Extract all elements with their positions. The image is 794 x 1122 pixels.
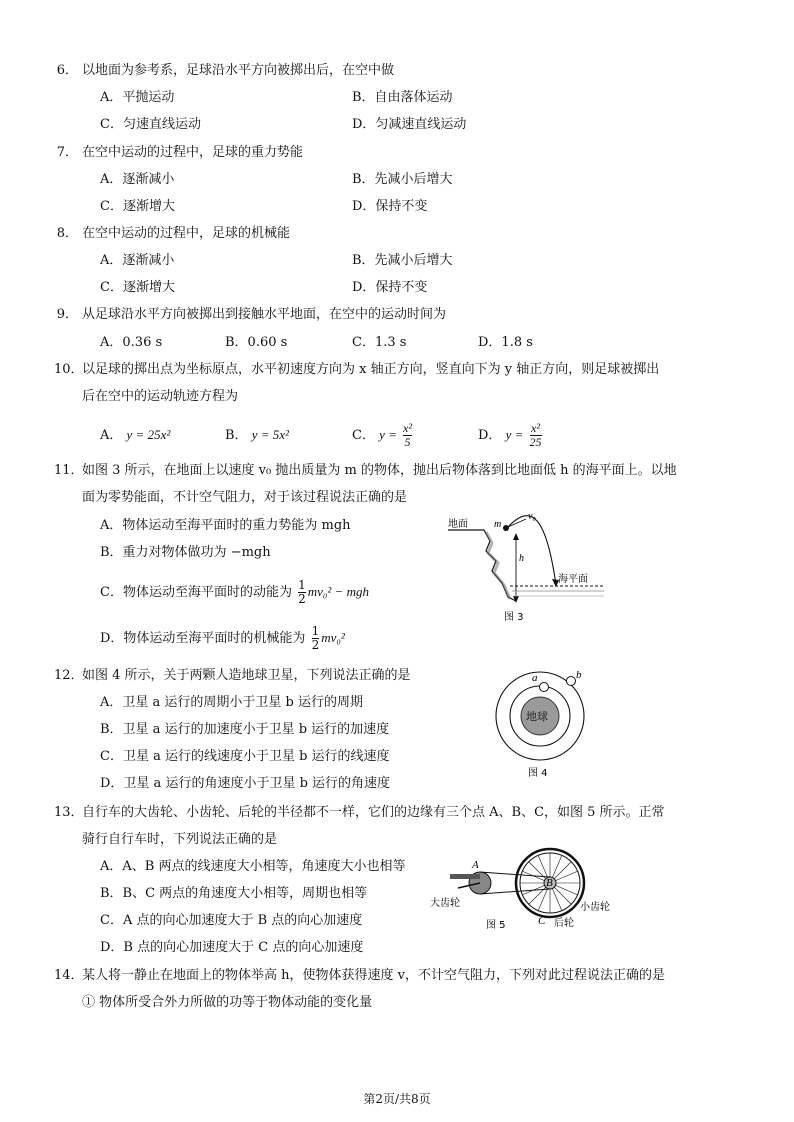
option-c: C．1.3 s <box>352 335 407 350</box>
statement-1: ① 物体所受合外力所做的功等于物体动能的变化量 <box>82 995 373 1010</box>
figure-caption: 图 4 <box>528 768 548 779</box>
option-d: D．1.8 s <box>478 335 533 350</box>
option-c <box>352 417 414 454</box>
formula-tail: mv₀² − mgh <box>307 584 369 599</box>
numerator: 1 <box>311 624 320 638</box>
denominator: 2 <box>311 638 320 652</box>
option-d: D．保持不变 <box>352 280 428 295</box>
option-b: B．卫星 a 运行的加速度小于卫星 b 运行的加速度 <box>100 722 390 737</box>
question-stem-line1: 自行车的大齿轮、小齿轮、后轮的半径都不一样，它们的边缘有三个点 A、B、C，如图 5 所示。正常 <box>82 805 665 820</box>
question-12 <box>54 667 411 685</box>
formula-c-lhs: y = <box>379 427 397 442</box>
option-b: B．重力对物体做功为 −mgh <box>100 545 271 560</box>
satellite-a-label: a <box>532 672 538 684</box>
option-b: B．B、C 两点的角速度大小相等，周期也相等 <box>100 886 368 901</box>
formula-tail: mv₀² <box>321 630 345 645</box>
option-b: B．0.60 s <box>225 335 288 350</box>
option-a: A．逐渐减小 <box>100 253 175 268</box>
option-c: C．匀速直线运动 <box>100 117 201 132</box>
option-b <box>225 426 289 445</box>
option-d: D．保持不变 <box>352 199 428 214</box>
option-d: D．B 点的向心加速度大于 C 点的向心加速度 <box>100 940 364 955</box>
question-number: 8． <box>56 226 78 241</box>
question-13 <box>54 804 665 822</box>
numerator: 1 <box>298 578 306 592</box>
point-b-label: B <box>546 877 553 889</box>
numerator: x² <box>531 421 540 435</box>
point-a-label: A <box>472 859 479 871</box>
question-stem-line1: 以足球的掷出点为坐标原点，水平初速度方向为 x 轴正方向，竖直向下为 y 轴正方向，则足球被掷出 <box>82 362 660 377</box>
small-gear-label: 小齿轮 <box>580 902 610 913</box>
question-stem: 以地面为参考系，足球沿水平方向被掷出后，在空中做 <box>82 63 395 78</box>
option-b: B．先减小后增大 <box>352 172 453 187</box>
question-10 <box>54 361 659 379</box>
rear-wheel-label: 后轮 <box>554 918 574 929</box>
page-footer: 第2页/共8页 <box>363 1092 431 1106</box>
question-number: 9． <box>56 307 78 322</box>
question-stem: 从足球沿水平方向被掷出到接触水平地面，在空中的运动时间为 <box>82 307 447 322</box>
velocity-label: v₀ <box>528 511 536 522</box>
question-9 <box>54 306 446 324</box>
option-label: C． <box>352 428 375 443</box>
mass-label: m <box>494 519 502 530</box>
option-d: D．卫星 a 运行的角速度小于卫星 b 运行的角速度 <box>100 776 391 791</box>
question-stem-line2: 后在空中的运动轨迹方程为 <box>82 389 239 404</box>
option-a: A．卫星 a 运行的周期小于卫星 b 运行的周期 <box>100 695 363 710</box>
formula-b: y = 5x² <box>251 427 289 442</box>
question-number: 7． <box>56 145 78 160</box>
denominator: 2 <box>298 592 306 606</box>
question-stem-line2: 面为零势能面，不计空气阻力，对于该过程说法正确的是 <box>82 490 408 505</box>
question-11 <box>54 462 677 480</box>
question-stem: 某人将一静止在地面上的物体举高 h，使物体获得速度 v，不计空气阻力，下列对此过程说法正确的是 <box>82 968 665 983</box>
denominator: 25 <box>529 435 542 449</box>
question-number: 11． <box>54 463 84 478</box>
question-number: 6． <box>56 63 78 78</box>
option-a: A．A、B 两点的线速度大小相等，角速度大小也相等 <box>100 859 406 874</box>
option-c: C．逐渐增大 <box>100 280 175 295</box>
sea-level-label: 海平面 <box>558 574 588 585</box>
question-number: 12． <box>54 668 84 683</box>
question-8 <box>54 225 290 243</box>
question-stem: 如图 4 所示，关于两颗人造地球卫星，下列说法正确的是 <box>82 668 411 683</box>
option-b: B．先减小后增大 <box>352 253 453 268</box>
figure-caption: 图 3 <box>504 612 524 623</box>
question-14 <box>54 967 665 985</box>
denominator: 5 <box>404 435 411 449</box>
option-a: A．平抛运动 <box>100 90 175 105</box>
question-number: 14． <box>54 968 84 983</box>
question-stem: 在空中运动的过程中，足球的重力势能 <box>82 145 304 160</box>
question-stem: 在空中运动的过程中，足球的机械能 <box>82 226 291 241</box>
height-label: h <box>519 553 524 564</box>
option-c: C．逐渐增大 <box>100 199 175 214</box>
fraction-half <box>312 625 320 652</box>
option-label: C．物体运动至海平面时的动能为 <box>100 585 292 600</box>
option-c: C．卫星 a 运行的线速度小于卫星 b 运行的线速度 <box>100 749 390 764</box>
figure-caption: 图 5 <box>486 920 506 931</box>
fraction <box>530 422 542 449</box>
option-label: D．物体运动至海平面时的机械能为 <box>100 631 306 646</box>
ground-label: 地面 <box>448 519 468 530</box>
satellite-b-label: b <box>576 669 582 681</box>
figure-5 <box>428 846 618 932</box>
figure-3 <box>446 505 606 625</box>
option-c <box>100 574 369 611</box>
option-d <box>478 417 544 454</box>
option-label: D． <box>478 428 502 443</box>
option-a: A．物体运动至海平面时的重力势能为 mgh <box>100 518 351 533</box>
option-a: A．逐渐减小 <box>100 172 175 187</box>
question-stem-line2: 骑行自行车时，下列说法正确的是 <box>82 832 278 847</box>
question-6 <box>54 62 394 80</box>
formula-d-lhs: y = <box>505 427 524 442</box>
option-a: A．0.36 s <box>100 335 163 350</box>
big-gear-label: 大齿轮 <box>430 898 460 909</box>
option-a <box>100 426 170 445</box>
question-number: 10． <box>54 362 84 377</box>
option-label: A． <box>100 428 123 443</box>
fraction <box>403 422 412 449</box>
point-c-label: C <box>538 915 546 927</box>
option-b: B．自由落体运动 <box>352 90 453 105</box>
option-label: B． <box>225 428 248 443</box>
option-d <box>100 620 345 657</box>
fraction-half <box>298 579 306 606</box>
option-d: D．匀减速直线运动 <box>352 117 467 132</box>
question-7 <box>54 144 303 162</box>
figure-4 <box>480 668 620 780</box>
formula-a: y = 25x² <box>126 427 171 442</box>
numerator: x² <box>403 421 412 435</box>
question-stem-line1: 如图 3 所示，在地面上以速度 v₀ 抛出质量为 m 的物体，抛出后物体落到比地面低 h 的海平面上。以地 <box>82 463 677 478</box>
question-number: 13． <box>54 805 84 820</box>
option-c: C．A 点的向心加速度大于 B 点的向心加速度 <box>100 913 363 928</box>
earth-label: 地球 <box>526 710 548 723</box>
